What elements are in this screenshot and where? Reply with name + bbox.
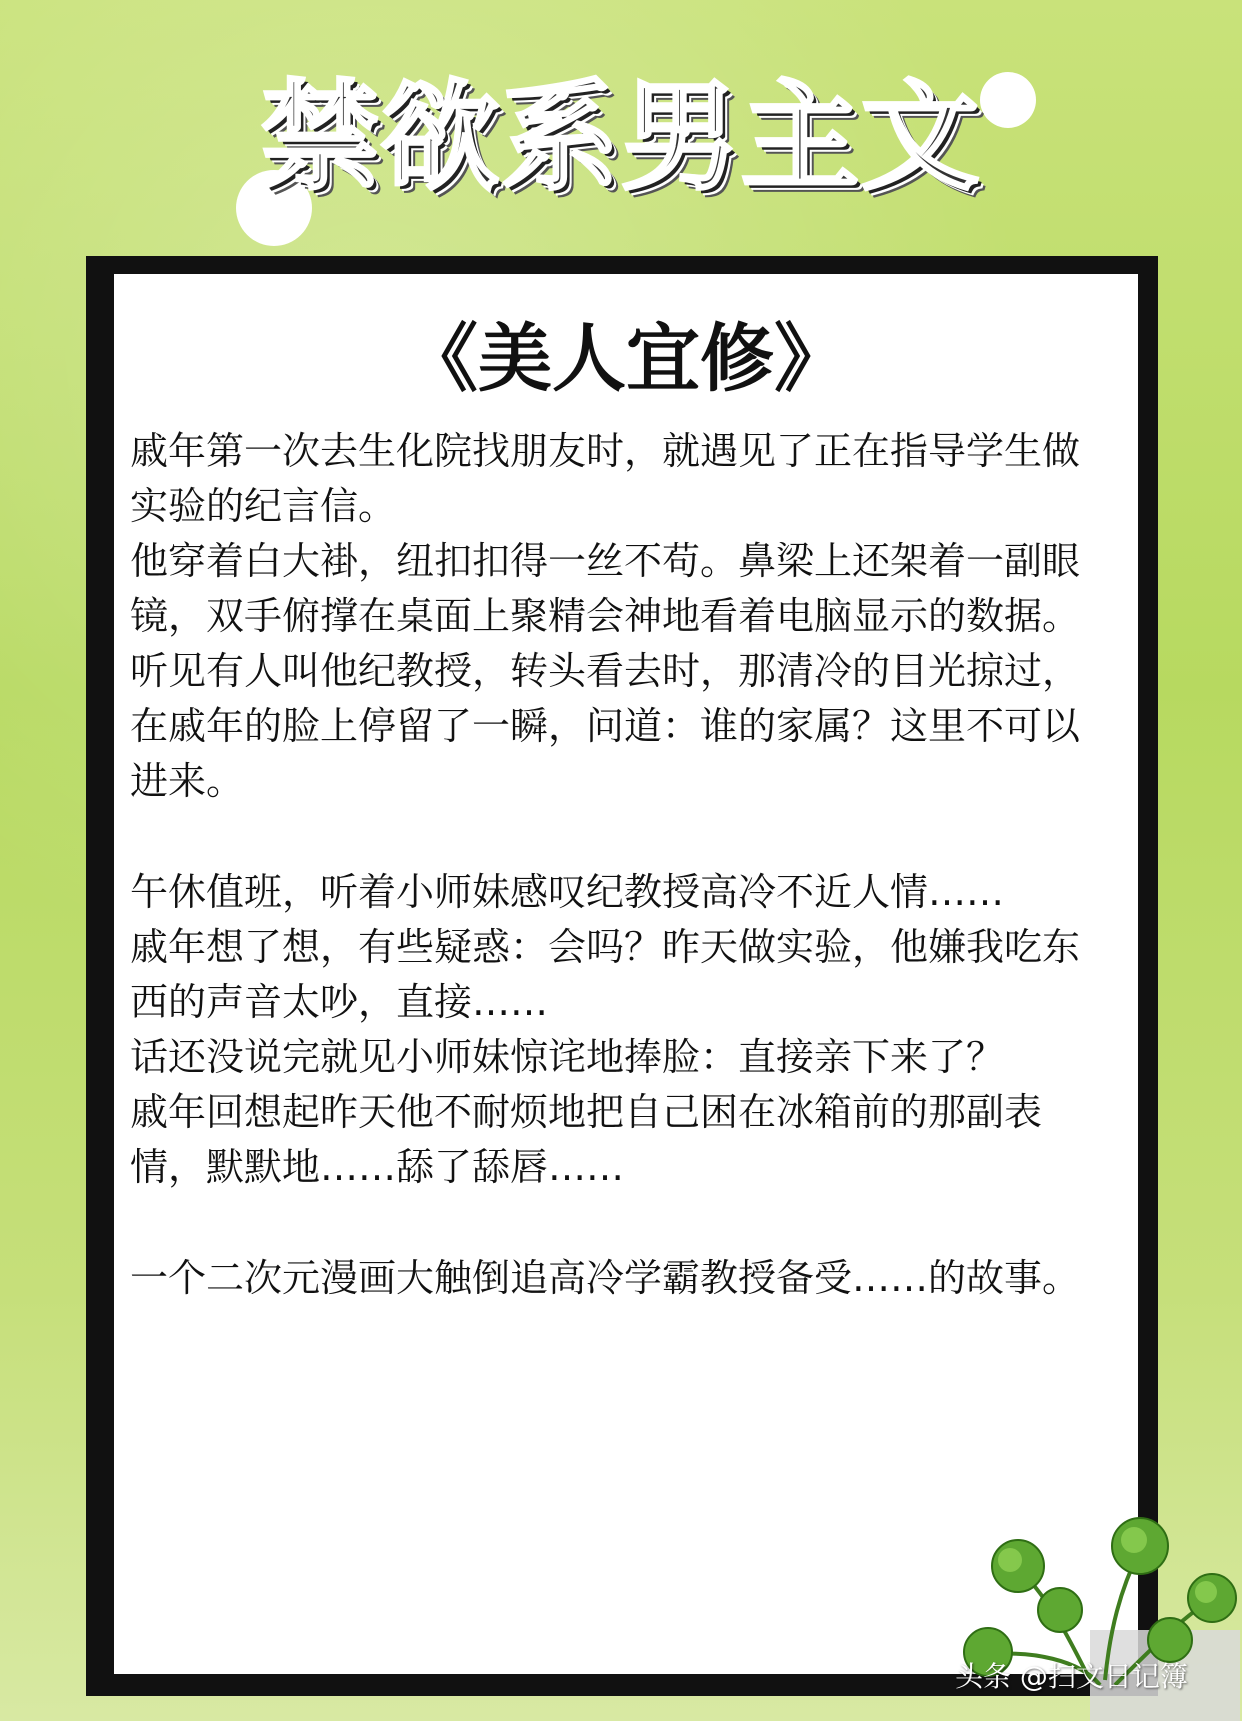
content-card-inner (114, 274, 1138, 1674)
synopsis-paragraph: 午休值班，听着小师妹感叹纪教授高冷不近人情…… (130, 870, 1005, 914)
banner-title: 禁欲系男主文 (260, 68, 981, 206)
synopsis-paragraph: 戚年第一次去生化院找朋友时，就遇见了正在指导学生做实验的纪言信。 (130, 429, 1081, 528)
paragraph-spacer (130, 1195, 1090, 1251)
synopsis-paragraph: 话还没说完就见小师妹惊诧地捧脸：直接亲下来了？ (130, 1035, 1005, 1079)
book-title: 《美人宜修》 (404, 316, 848, 402)
synopsis-paragraph: 戚年想了想，有些疑惑：会吗？昨天做实验，他嫌我吃东西的声音太吵，直接…… (130, 925, 1081, 1024)
synopsis-text (130, 424, 1090, 1306)
watermark: 头条 @扫文日记簿 (955, 1660, 1188, 1693)
synopsis-paragraph: 一个二次元漫画大触倒追高冷学霸教授备受……的故事。 (130, 1256, 1081, 1300)
synopsis-paragraph: 听见有人叫他纪教授，转头看去时，那清冷的目光掠过，在戚年的脸上停留了一瞬，问道：谁的家属？这里不可以进来。 (130, 649, 1081, 803)
synopsis-paragraph: 他穿着白大褂，纽扣扣得一丝不苟。鼻梁上还架着一副眼镜，双手俯撑在桌面上聚精会神地看着电脑显示的数据。 (130, 539, 1081, 638)
synopsis-paragraph: 戚年回想起昨天他不耐烦地把自己困在冰箱前的那副表情，默默地……舔了舔唇…… (130, 1090, 1043, 1189)
paragraph-spacer (130, 809, 1090, 865)
